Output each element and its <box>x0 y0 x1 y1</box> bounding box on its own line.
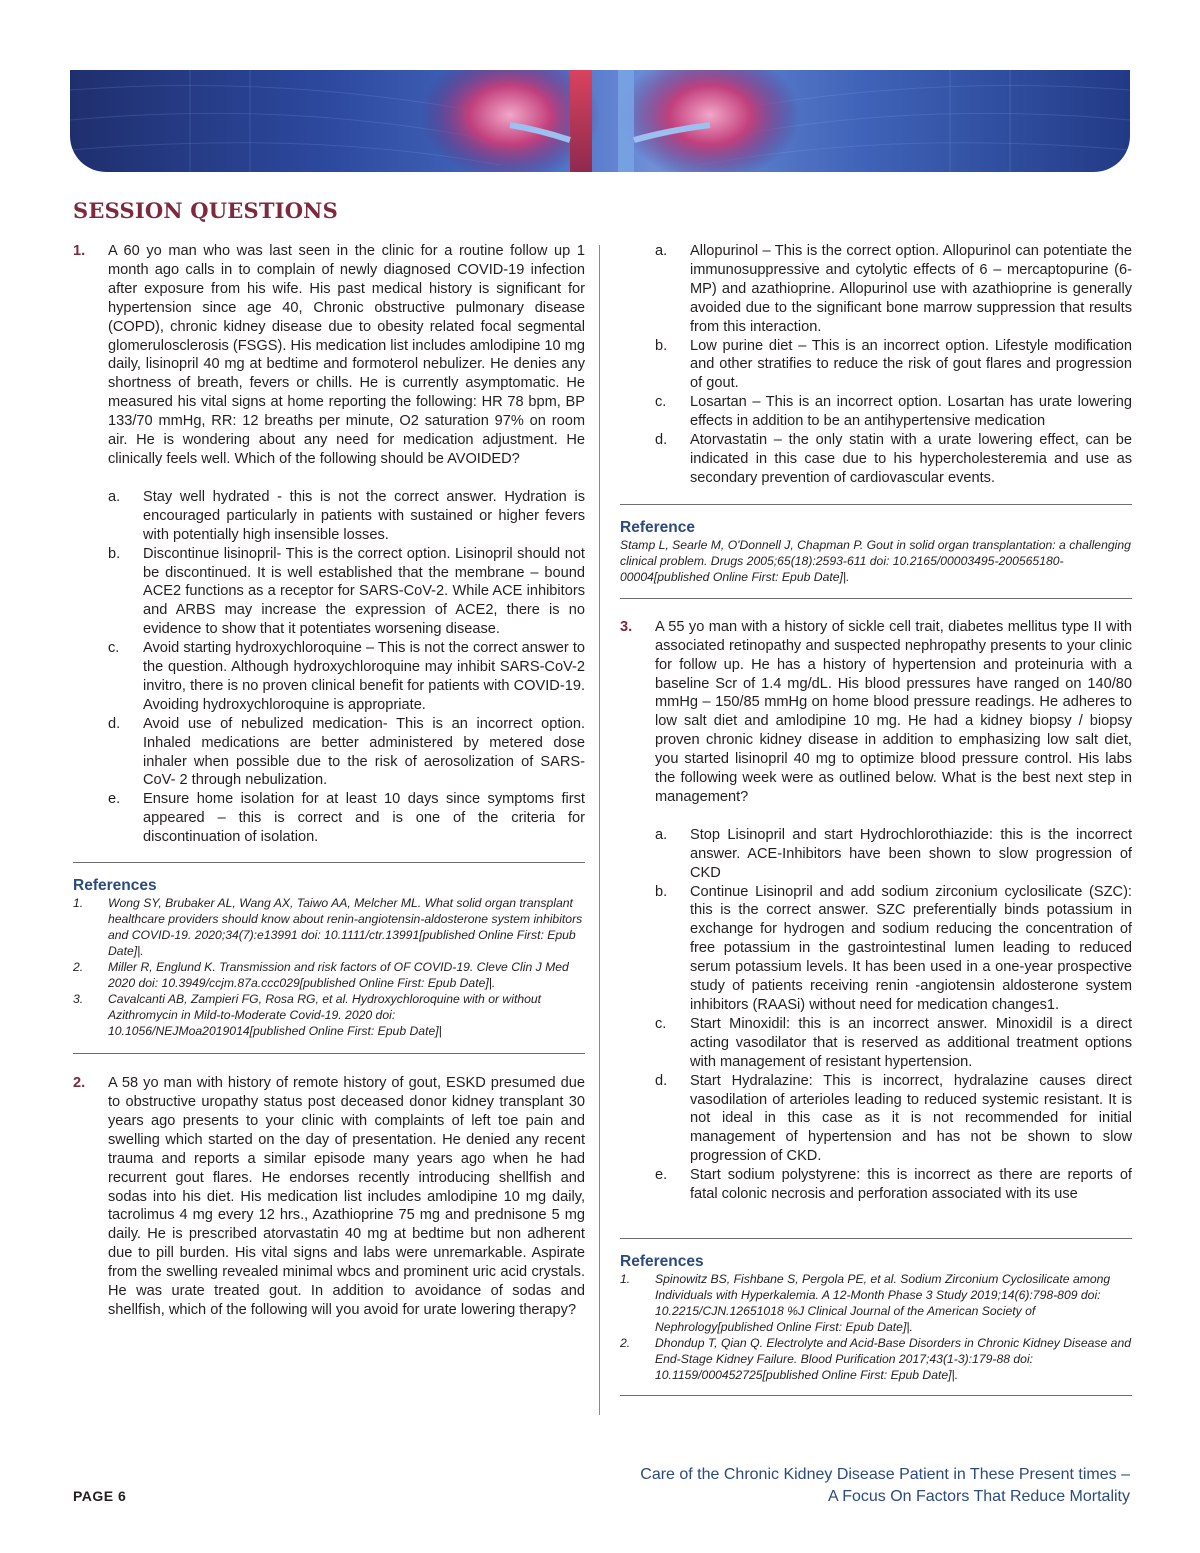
option-text: Avoid use of nebulized medication- This is an incorrect option. Inhaled medications are better administered by metered dose inhaler when possible due to the risk of aerosolization of SARS-CoV- 2 through nebulization. <box>143 715 585 789</box>
reference-number: 1. <box>620 1271 631 1286</box>
reference-heading: Reference <box>620 518 695 536</box>
references-list <box>73 895 585 1039</box>
option-text: Continue Lisinopril and add sodium zirconium cyclosilicate (SZC): this is the correct answer. SZC preferentially binds potassium in exchange for hydrogen and sodium reducing the concentration of free potassium in the gastrointestinal lumen leading to reduced serum potassium levels. It has been used in a one-year prospective study of patients receiving renin -angiotensin aldosterone system inhibitors (RAASi) without need for medication changes1. <box>690 883 1132 1013</box>
option-letter: a. <box>655 826 668 843</box>
question-number: 1. <box>73 243 86 259</box>
answer-option <box>655 1072 1132 1167</box>
answer-option <box>108 715 585 791</box>
answer-option <box>108 488 585 545</box>
answer-option <box>655 393 1132 431</box>
question-2-options <box>620 242 1132 488</box>
question-3-options <box>620 826 1132 1204</box>
section-divider <box>620 1395 1132 1396</box>
references-heading: References <box>73 877 157 895</box>
section-divider <box>620 1238 1132 1239</box>
reference-number: 1. <box>73 896 84 911</box>
section-divider <box>73 862 585 863</box>
right-column <box>620 242 1132 1396</box>
reference-text: Dhondup T, Qian Q. Electrolyte and Acid-Base Disorders in Chronic Kidney Disease and End-Stage Kidney Failure. Blood Purification 2017;43(1-3):179-88 doi: 10.1159/000452725[published Online First: Epub Date]|. <box>655 1335 1132 1382</box>
option-letter: b. <box>108 545 121 562</box>
question-1 <box>73 242 585 469</box>
footer-title-line-2: A Focus On Factors That Reduce Mortality <box>827 1488 1130 1505</box>
section-divider <box>620 598 1132 599</box>
answer-option <box>655 883 1132 1015</box>
answer-option <box>655 431 1132 488</box>
option-text: Stay well hydrated - this is not the correct answer. Hydration is encouraged particularly in patients with sustained or higher fevers with potentially high insensible losses. <box>143 488 585 543</box>
option-letter: e. <box>655 1167 668 1184</box>
option-letter: d. <box>108 715 121 732</box>
option-letter: c. <box>655 1015 667 1032</box>
question-3 <box>620 618 1132 807</box>
question-2 <box>73 1074 585 1320</box>
question-text: A 55 yo man with a history of sickle cell trait, diabetes mellitus type II with associated retinopathy and suspected nephropathy presents to your clinic for follow up. He has a history of hypertension and proteinuria with a baseline Scr of 1.4 mg/dL. His blood pressures have ranged on 140/80 mmHg – 150/85 mmHg on home blood pressure readings. He adheres to low salt diet and amlodipine 10 mg. He had a kidney biopsy / biopsy proven chronic kidney disease in addition to emphasizing low salt diet, you started lisinopril 40 mg to optimize blood pressure control. His labs the following week were as outlined below. What is the best next step in management? <box>655 618 1132 805</box>
header-banner-image <box>70 70 1130 172</box>
footer-title <box>640 1464 1130 1508</box>
reference-text: Miller R, Englund K. Transmission and risk factors of OF COVID-19. Cleve Clin J Med 2020 doi: 10.3949/ccjm.87a.ccc029[published Online First: Epub Date]|. <box>108 960 569 991</box>
session-title: SESSION QUESTIONS <box>73 198 338 223</box>
option-letter: a. <box>655 243 668 259</box>
answer-option <box>108 639 585 715</box>
option-text: Ensure home isolation for at least 10 days since symptoms first appeared – this is correct and is one of the criteria for discontinuation of isolation. <box>143 791 585 846</box>
answer-option <box>655 242 1132 337</box>
answer-option <box>655 337 1132 394</box>
question-text: A 60 yo man who was last seen in the clinic for a routine follow up 1 month ago calls in to complain of newly diagnosed COVID-19 infection after exposure from his wife. His past medical history is significant for hypertension since age 40, Chronic obstructive pulmonary disease (COPD), chronic kidney disease due to obesity related focal segmental glomerulosclerosis (FSGS). His medication list includes amlodipine 10 mg daily, lisinopril 40 mg at bedtime and formoterol nebulizer. He denies any shortness of breath, fevers or chills. He is currently asymptomatic. He measured his vital signs at home reporting the following: HR 78 bpm, BP 133/70 mmHg, RR: 12 breaths per minute, O2 saturation 97% on room air. He is wondering about any need for medication adjustment. He clinically feels well. Which of the following should be AVOIDED? <box>108 243 585 467</box>
references-list <box>620 1271 1132 1383</box>
option-text: Start Hydralazine: This is incorrect, hydralazine causes direct vasodilation of arterioles leading to reduced systemic resistant. It is not ideal in this case as it is not recommended for initial management of hypertension and has not be shown to slow progression of CKD. <box>690 1072 1132 1165</box>
page-number: PAGE 6 <box>73 1488 127 1504</box>
option-letter: c. <box>655 394 667 411</box>
question-number: 2. <box>73 1075 86 1092</box>
section-divider <box>620 504 1132 505</box>
reference-text: Spinowitz BS, Fishbane S, Pergola PE, et al. Sodium Zirconium Cyclosilicate among Individuals with Hyperkalemia. A 12-Month Phase 3 Study 2019;14(6):798-809 doi: 10.2215/CJN.12651018 %J Clinical Journal of the American Society of Nephrology[published Online First: Epub Date]|. <box>655 1271 1111 1334</box>
option-letter: c. <box>108 640 120 657</box>
question-1-options <box>73 488 585 847</box>
option-text: Allopurinol – This is the correct option. Allopurinol can potentiate the immunosuppressive and cytolytic effects of 6 – mercaptopurine (6- MP) and azathioprine. Allopurinol use with azathioprine is generally avoided due to the significant bone marrow suppression that results from this interaction. <box>690 243 1132 335</box>
option-text: Losartan – This is an incorrect option. Losartan has urate lowering effects in addition to be an antihypertensive medication <box>690 394 1132 430</box>
option-letter: d. <box>655 1072 668 1089</box>
left-column <box>73 242 585 1320</box>
option-letter: a. <box>108 488 121 505</box>
reference-item <box>73 991 585 1039</box>
references-heading: References <box>620 1252 704 1270</box>
reference-number: 3. <box>73 992 84 1007</box>
reference-item <box>620 1335 1132 1383</box>
option-letter: b. <box>655 883 668 900</box>
option-text: Start sodium polystyrene: this is incorrect as there are reports of fatal colonic necrosis and perforation associated with its use <box>690 1167 1132 1203</box>
answer-option <box>655 1015 1132 1072</box>
column-divider <box>599 245 600 1415</box>
option-text: Start Minoxidil: this is an incorrect answer. Minoxidil is a direct acting vasodilator that is reserved as additional treatment options with management of resistant hypertension. <box>690 1015 1132 1070</box>
question-number: 3. <box>620 618 633 635</box>
reference-text: Stamp L, Searle M, O'Donnell J, Chapman P. Gout in solid organ transplantation: a challenging clinical problem. Drugs 2005;65(18):2593-611 doi: 10.2165/00003495-200565180-00004[published Online First: Epub Date]|. <box>620 537 1131 584</box>
footer-title-line-1: Care of the Chronic Kidney Disease Patient in These Present times – <box>640 1466 1130 1483</box>
question-text: A 58 yo man with history of remote history of gout, ESKD presumed due to obstructive uropathy status post deceased donor kidney transplant 30 years ago presents to your clinic with complaints of left toe pain and swelling which started on the day of presentation. He denied any recent trauma and reports a similar episode many years ago when he had recurrent gout flares. He endorses recently introducing shellfish and sodas into his diet. His medication list includes amlodipine 10 mg daily, tacrolimus 4 mg every 12 hrs., Azathioprine 75 mg and prednisone 5 mg daily. He is prescribed atorvastatin 40 mg at bedtime but non adherent due to pill burden. His vital signs and labs were unremarkable. Aspirate from the swelling revealed minimal wbcs and prominent uric acid crystals. He was urate treated gout. In addition to avoidance of sodas and shellfish, which of the following will you avoid for urate lowering therapy? <box>108 1075 585 1318</box>
option-text: Avoid starting hydroxychloroquine – This is not the correct answer to the question. Although hydroxychloroquine may inhibit SARS-CoV-2 invitro, there is no proven clinical benefit for patients with COVID-19. Avoiding hydroxychloroquine is appropriate. <box>143 640 585 713</box>
answer-option <box>655 1166 1132 1204</box>
answer-option <box>108 545 585 640</box>
option-letter: b. <box>655 337 668 354</box>
option-letter: e. <box>108 791 121 808</box>
option-text: Discontinue lisinopril- This is the correct option. Lisinopril should not be discontinued. It is well established that the membrane – bound ACE2 functions as a receptor for SARS-CoV-2. While ACE inhibitors and ARBS may increase the expression of ACE2, there is no evidence to show that it potentiates worsening disease. <box>143 545 585 638</box>
answer-option <box>655 826 1132 883</box>
reference-text: Wong SY, Brubaker AL, Wang AX, Taiwo AA, Melcher ML. What solid organ transplant healthcare providers should know about renin-angiotensin-aldosterone system inhibitors and COVID-19. 2020;34(7):e13991 doi: 10.1111/ctr.13991[published Online First: Epub Date]|. <box>108 896 583 959</box>
section-divider <box>73 1053 585 1054</box>
reference-item <box>73 959 585 991</box>
option-text: Stop Lisinopril and start Hydrochlorothiazide: this is the incorrect answer. ACE-Inhibitors have been shown to slow progression of CKD <box>690 826 1132 881</box>
reference-item <box>620 1271 1132 1335</box>
reference-text: Cavalcanti AB, Zampieri FG, Rosa RG, et al. Hydroxychloroquine with or without Azithromycin in Mild-to-Moderate Covid-19. 2020 doi: 10.1056/NEJMoa2019014[published Online First: Epub Date]| <box>108 992 542 1039</box>
reference-item <box>73 895 585 959</box>
option-text: Atorvastatin – the only statin with a urate lowering effect, can be indicated in this case due to his hypercholesteremia and use as secondary prevention of cardiovascular events. <box>690 432 1132 486</box>
option-letter: d. <box>655 432 668 449</box>
reference-number: 2. <box>73 960 84 975</box>
option-text: Low purine diet – This is an incorrect option. Lifestyle modification and other stratifies to reduce the risk of gout flares and progression of gout. <box>690 337 1132 392</box>
reference-number: 2. <box>620 1335 631 1350</box>
answer-option <box>108 790 585 847</box>
